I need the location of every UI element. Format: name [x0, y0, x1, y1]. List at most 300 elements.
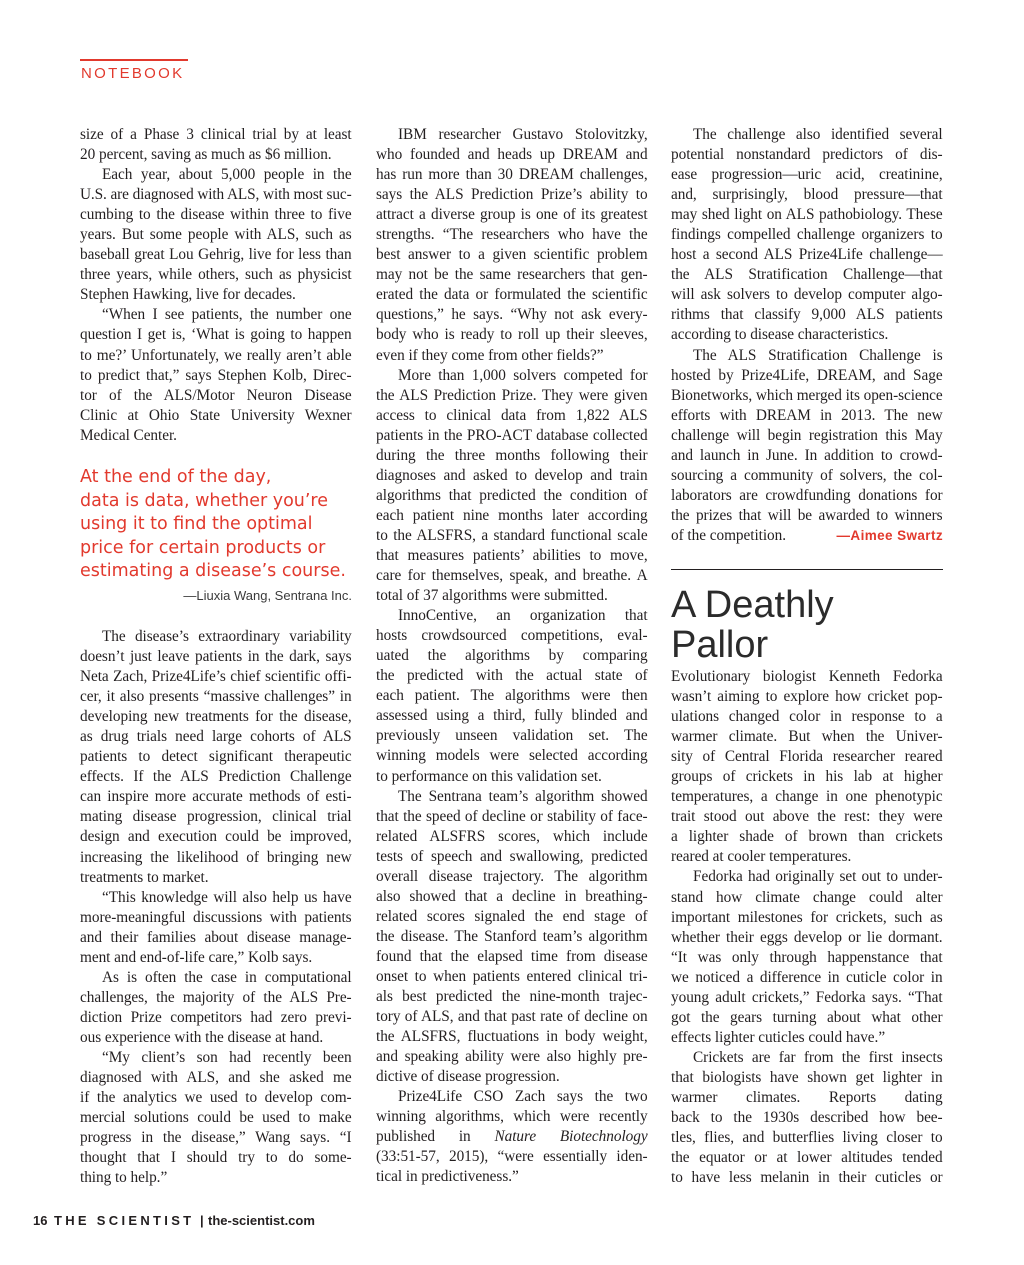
column-1-text-bottom: [80, 627, 352, 1188]
text-line: [376, 586, 648, 606]
line-text: uated the algorithms by comparing: [376, 647, 648, 665]
article-title: [671, 585, 943, 665]
column-3-text-bottom: [671, 667, 943, 1188]
line-text: each patient nine months later according: [376, 506, 648, 524]
line-text: of the competition.: [671, 526, 787, 544]
text-line: [80, 406, 352, 426]
line-text: even if they come from other fields?”: [376, 346, 604, 364]
text-line: [80, 827, 352, 847]
line-text: More than 1,000 solvers competed for: [398, 366, 648, 384]
line-text: can inspire more accurate methods of esti-: [80, 788, 352, 806]
line-text: groups of crickets in his lab at higher: [671, 768, 943, 786]
line-text: mating disease progression, clinical trial: [80, 808, 352, 826]
text-line: [671, 1168, 943, 1188]
line-text: Neta Zach, Prize4Life’s chief scientific offi-: [80, 668, 352, 686]
line-text: related scores signaled the end stage of: [376, 907, 648, 925]
text-line: [376, 245, 648, 265]
text-line: [376, 205, 648, 225]
text-line: [80, 285, 352, 305]
line-text: wasn’t aiming to explore how cricket pop-: [671, 688, 943, 706]
text-line: [376, 225, 648, 245]
line-text: effects lighter cuticles could have.”: [671, 1028, 886, 1046]
line-text: attract a diverse group is one of its greatest: [376, 206, 648, 224]
text-line: [671, 1088, 943, 1108]
line-text: doesn’t just leave patients in the dark, says: [80, 648, 352, 666]
text-line: [671, 1048, 943, 1068]
text-line: [80, 165, 352, 185]
line-text: cer, it also presents “massive challenges” in: [80, 688, 352, 706]
text-line: [671, 366, 943, 386]
text-line: [80, 928, 352, 948]
line-text: [376, 1127, 648, 1147]
line-text: has run more than 30 DREAM challenges,: [376, 166, 648, 184]
line-text: and, surprisingly, blood pressure—that: [671, 186, 943, 204]
line-text: the prizes that will be awarded to winners: [671, 506, 943, 524]
text-line: [376, 366, 648, 386]
text-line: [376, 807, 648, 827]
text-line: [80, 346, 352, 366]
text-line: [376, 546, 648, 566]
line-text: overall disease trajectory. The algorithm: [376, 867, 648, 885]
text-line: [671, 707, 943, 727]
text-line: [671, 245, 943, 265]
article-divider: [671, 569, 943, 570]
text-line: [376, 486, 648, 506]
line-segment: published in: [376, 1128, 495, 1146]
text-line: [376, 867, 648, 887]
website-url: the-scientist.com: [208, 1213, 315, 1228]
line-text: stand how climate change could alter: [671, 888, 943, 906]
article-title-line: Pallor: [671, 624, 769, 666]
text-line: [671, 185, 943, 205]
line-text: got the gears turning about what other: [671, 1008, 943, 1026]
line-text: The Sentrana team’s algorithm showed: [398, 787, 648, 805]
line-text: also showed that a decline in breathing-: [376, 887, 648, 905]
text-line: [671, 747, 943, 767]
line-text: to have less melanin in their cuticles or: [671, 1169, 943, 1187]
paragraph: [80, 968, 352, 1048]
line-text: that measures patients’ abilities to move,: [376, 546, 648, 564]
line-text: potential nonstandard predictors of dis-: [671, 146, 943, 164]
line-text: hosted by Prize4Life, DREAM, and Sage: [671, 366, 943, 384]
paragraph: [376, 366, 648, 607]
text-line: [671, 807, 943, 827]
text-line: [376, 1007, 648, 1027]
line-text: found that the elapsed time from disease: [376, 947, 648, 965]
text-line: [671, 928, 943, 948]
pull-quote-line: [80, 490, 352, 514]
line-text: says the ALS Prediction Prize’s ability to: [376, 186, 648, 204]
line-text: rithms that classify 9,000 ALS patients: [671, 306, 943, 324]
line-text: The ALS Stratification Challenge is: [693, 346, 943, 364]
text-line: [376, 1067, 648, 1087]
text-line: [80, 386, 352, 406]
text-line: [80, 948, 352, 968]
paragraph: [671, 867, 943, 1047]
text-line: [376, 526, 648, 546]
text-line: [671, 1068, 943, 1088]
text-line: [671, 486, 943, 506]
text-line: [80, 968, 352, 988]
text-line: [80, 667, 352, 687]
paragraph: [80, 165, 352, 305]
line-text: may shed light on ALS pathobiology. These: [671, 206, 943, 224]
line-text: mercial solutions could be used to make: [80, 1109, 352, 1127]
line-text: assessed using a third, fully blinded and: [376, 707, 648, 725]
line-text: warmer climate. But when the Univer-: [671, 728, 943, 746]
text-line: [376, 446, 648, 466]
line-text: effects. If the ALS Prediction Challenge: [80, 768, 352, 786]
line-text: hosts crowdsourced competitions, eval-: [376, 627, 648, 645]
line-text: challenges, the majority of the ALS Pre-: [80, 988, 352, 1006]
line-text: Crickets are far from the first insects: [693, 1048, 943, 1066]
line-text: related ALSFRS scores, which include: [376, 827, 648, 845]
line-text: tests of speech and swallowing, predicted: [376, 847, 648, 865]
text-line: [671, 285, 943, 305]
text-line: [80, 185, 352, 205]
text-line: [80, 868, 352, 888]
line-text: The challenge also identified several: [693, 126, 943, 143]
text-line: [671, 888, 943, 908]
line-text: diagnoses and asked to develop and train: [376, 466, 648, 484]
line-text: winning algorithms, which were recently: [376, 1108, 648, 1126]
line-text: to me?’ Unfortunately, we really aren’t able: [80, 346, 352, 364]
text-line: [376, 506, 648, 526]
text-line: [376, 305, 648, 325]
text-line: [671, 305, 943, 325]
line-text: as drug trials need large cohorts of ALS: [80, 728, 352, 746]
line-text: tor of the ALS/Motor Neuron Disease: [80, 386, 352, 404]
text-line: [376, 1047, 648, 1067]
pull-quote-line: [80, 513, 352, 537]
text-line: [80, 225, 352, 245]
line-text: data is data, whether you’re: [80, 490, 329, 511]
text-line: [376, 325, 648, 345]
text-line: [80, 747, 352, 767]
line-text: ment and end-of-life care,” Kolb says.: [80, 948, 313, 966]
text-line: [376, 987, 648, 1007]
text-line: [671, 1108, 943, 1128]
pull-quote: [80, 466, 352, 608]
text-line: [80, 627, 352, 647]
line-text: patients in the PRO-ACT database collected: [376, 426, 648, 444]
line-text: previously unseen validation set. The: [376, 727, 648, 745]
column-3-text-top: [671, 125, 943, 546]
text-line: [376, 947, 648, 967]
paragraph: [671, 346, 943, 546]
text-line: [376, 646, 648, 666]
text-line: [80, 1068, 352, 1088]
author-byline: —Aimee Swartz: [836, 527, 943, 543]
text-line: [671, 847, 943, 867]
line-text: ease progression—uric acid, creatinine,: [671, 166, 943, 184]
text-line: [671, 767, 943, 787]
line-text: dictive of disease progression.: [376, 1068, 560, 1086]
line-text: questions,” he says. “Why not ask every-: [376, 306, 648, 324]
text-line: [80, 707, 352, 727]
column-2-text: [376, 125, 648, 1187]
paragraph: [376, 787, 648, 1088]
line-text: to the ALSFRS, a standard functional scale: [376, 526, 648, 544]
line-text: warmer climates. Reports dating: [671, 1088, 943, 1106]
line-text: host a second ALS Prize4Life challenge—: [671, 246, 943, 264]
line-text: access to clinical data from 1,822 ALS: [376, 406, 648, 424]
line-text: to performance on this validation set.: [376, 767, 602, 785]
text-line: [376, 706, 648, 726]
line-text: three years, while others, such as physicist: [80, 266, 352, 284]
text-line: [376, 1027, 648, 1047]
text-line: [376, 285, 648, 305]
text-line: [376, 746, 648, 766]
line-text: baseball great Lou Gehrig, live for less than: [80, 246, 352, 264]
section-label: NOTEBOOK: [81, 65, 185, 82]
text-line: [376, 1127, 648, 1147]
line-text: price for certain products or: [80, 537, 326, 558]
text-line: [376, 726, 648, 746]
line-text: and speaking ability were also highly pre-: [376, 1048, 648, 1066]
line-text: question I get is, ‘What is going to happen: [80, 326, 352, 344]
text-line: [671, 426, 943, 446]
line-text: “This knowledge will also help us have: [102, 888, 352, 906]
line-text: important milestones for crickets, such as: [671, 908, 943, 926]
line-text: “When I see patients, the number one: [102, 306, 352, 324]
line-text: “My client’s son had recently been: [102, 1048, 352, 1066]
line-text: tory of ALS, and that past rate of decline on: [376, 1008, 648, 1026]
publication-name: THE SCIENTIST: [54, 1213, 195, 1228]
line-text: sity of Central Florida researcher reared: [671, 748, 943, 766]
text-line: [80, 145, 352, 165]
line-text: to predict that,” says Stephen Kolb, Direc-: [80, 366, 352, 384]
text-line: [376, 125, 648, 145]
text-line: [671, 466, 943, 486]
text-line: [671, 787, 943, 807]
pull-quote-attribution: —Liuxia Wang, Sentrana Inc.: [183, 588, 352, 603]
text-line: [80, 687, 352, 707]
line-text: Evolutionary biologist Kenneth Fedorka: [671, 668, 943, 685]
line-text: als best predicted the nine-month trajec-: [376, 988, 648, 1006]
paragraph: [671, 667, 943, 867]
line-text: diction Prize competitors had zero previ-: [80, 1008, 352, 1026]
text-line: [376, 406, 648, 426]
text-line: [671, 346, 943, 366]
text-line: [376, 466, 648, 486]
text-line: [376, 346, 648, 366]
text-line: [376, 626, 648, 646]
text-line: [80, 1028, 352, 1048]
paragraph: [376, 1087, 648, 1187]
line-text: who founded and heads up DREAM and: [376, 146, 648, 164]
text-line: [671, 205, 943, 225]
line-text: the equator or at lower altitudes tended: [671, 1149, 943, 1167]
text-line: [376, 787, 648, 807]
text-line: [671, 225, 943, 245]
line-text: “It was only through happenstance that: [671, 948, 943, 966]
line-text: size of a Phase 3 clinical trial by at least: [80, 126, 352, 143]
text-line: [671, 145, 943, 165]
text-line: [671, 827, 943, 847]
line-text: back to the 1930s described how bee-: [671, 1109, 943, 1127]
line-text: each patient. The algorithms were then: [376, 687, 648, 705]
line-text: efforts with DREAM in 2013. The new: [671, 406, 943, 424]
text-line: [376, 1087, 648, 1107]
text-line: [671, 667, 943, 687]
line-text: if the analytics we used to develop com-: [80, 1089, 352, 1107]
line-text: increasing the likelihood of bringing new: [80, 848, 352, 866]
line-text: and launch in June. In addition to crowd-: [671, 446, 943, 464]
line-text: algorithms that predicted the condition of: [376, 486, 648, 504]
text-line: [80, 366, 352, 386]
paragraph: [80, 627, 352, 888]
text-line: [376, 767, 648, 787]
line-text: the predicted with the actual state of: [376, 667, 648, 685]
line-text: Clinic at Ohio State University Wexner: [80, 406, 352, 424]
line-text: total of 37 algorithms were submitted.: [376, 587, 608, 605]
text-line: [671, 1148, 943, 1168]
text-line: [376, 1107, 648, 1127]
text-line: [376, 847, 648, 867]
line-text: design and execution could be improved,: [80, 828, 352, 846]
line-text: thought that I should try to do some-: [80, 1149, 352, 1167]
line-text: during the three months following their: [376, 446, 648, 464]
italic-journal-title: Nature Biotechnology: [494, 1128, 648, 1146]
text-line: [80, 325, 352, 345]
paragraph: [671, 125, 943, 346]
line-text: trait stood out above the rest: they were: [671, 808, 943, 826]
pull-quote-line: [80, 560, 352, 584]
text-line: [671, 988, 943, 1008]
line-text: Stephen Hawking, live for decades.: [80, 286, 296, 304]
line-text: The disease’s extraordinary variability: [102, 628, 352, 645]
text-line: [80, 787, 352, 807]
text-line: [671, 1028, 943, 1048]
line-text: temperatures, a change in one phenotypic: [671, 788, 943, 806]
line-text: progress in the disease,” Wang says. “I: [80, 1129, 352, 1147]
line-text: the disease. The Stanford team’s algorithm: [376, 927, 648, 945]
line-text: patients to detect significant therapeutic: [80, 748, 352, 766]
text-line: [376, 386, 648, 406]
text-line: [80, 908, 352, 928]
line-text: At the end of the day,: [80, 467, 272, 487]
line-text: whether their eggs develop or lie dormant.: [671, 928, 943, 946]
text-line: [80, 727, 352, 747]
pull-quote-line: [80, 466, 352, 490]
text-line: [376, 165, 648, 185]
line-text: Bionetworks, which merged its open-science: [671, 386, 943, 404]
text-line: [671, 948, 943, 968]
line-text: Each year, about 5,000 people in the: [102, 166, 352, 184]
line-text: more-meaningful discussions with patients: [80, 908, 352, 926]
line-text: cumbing to the disease within three to five: [80, 206, 352, 224]
line-text: diagnosed with ALS, and she asked me: [80, 1069, 352, 1087]
text-line: [80, 205, 352, 225]
line-text: estimating a disease’s course.: [80, 561, 346, 581]
text-line: [376, 827, 648, 847]
text-line: [80, 767, 352, 787]
line-text: the ALSFRS, fluctuations in body weight,: [376, 1028, 648, 1046]
pull-quote-line: [80, 537, 352, 561]
line-text: body who is ready to roll up their sleeves,: [376, 326, 648, 344]
pull-quote-text: [80, 466, 352, 584]
text-line: [80, 888, 352, 908]
text-line: [376, 686, 648, 706]
article-title-line: A Deathly: [671, 584, 834, 626]
line-text: may not be the same researchers that gen-: [376, 266, 648, 284]
text-line: [376, 566, 648, 586]
line-text: the ALS Prediction Prize. They were given: [376, 386, 648, 404]
text-line: [376, 1167, 648, 1187]
text-line: [376, 265, 648, 285]
text-line: [376, 145, 648, 165]
text-line: [80, 1048, 352, 1068]
line-text: IBM researcher Gustavo Stolovitzky,: [398, 126, 648, 143]
text-line: [671, 125, 943, 145]
line-text: strengths. “The researchers who have the: [376, 226, 648, 244]
text-line: [376, 1147, 648, 1167]
text-line: [376, 666, 648, 686]
line-text: treatments to market.: [80, 868, 209, 886]
line-text: we noticed a difference in cuticle color in: [671, 968, 943, 986]
line-text: (33:51-57, 2015), “were essentially iden-: [376, 1148, 648, 1166]
column-1-text-top: [80, 125, 352, 446]
line-text: findings compelled challenge organizers to: [671, 226, 943, 244]
line-text: the ALS Stratification Challenge—that: [671, 266, 943, 284]
text-line: [671, 506, 943, 526]
line-text: onset to when patients entered clinical tri-: [376, 967, 648, 985]
line-text: using it to find the optimal: [80, 514, 313, 534]
text-line: [376, 967, 648, 987]
line-text: that the speed of decline or stability of face-: [376, 807, 648, 825]
line-text: ulations changed color in response to a: [671, 708, 943, 726]
text-line: [80, 1168, 352, 1188]
text-line: [671, 968, 943, 988]
text-line: [671, 687, 943, 707]
line-text: sourcing a community of solvers, the col-: [671, 466, 943, 484]
text-line: [671, 446, 943, 466]
text-line: [376, 426, 648, 446]
text-line: [671, 265, 943, 285]
line-text: best answer to a given scientific problem: [376, 246, 648, 264]
paragraph: [671, 1048, 943, 1188]
line-text: developing new treatments for the disease,: [80, 708, 352, 726]
text-line: [671, 867, 943, 887]
line-text: and their families about disease manage-: [80, 928, 352, 946]
text-line: [671, 386, 943, 406]
line-text: 20 percent, saving as much as $6 million.: [80, 146, 332, 164]
line-text: InnoCentive, an organization that: [398, 607, 648, 625]
line-text: ous experience with the disease at hand.: [80, 1028, 324, 1046]
line-text: laborators are crowdfunding donations for: [671, 486, 943, 504]
text-line: [80, 125, 352, 145]
line-text: tical in predictiveness.”: [376, 1168, 519, 1186]
text-line: [376, 185, 648, 205]
text-line: [80, 1108, 352, 1128]
text-line: [80, 1008, 352, 1028]
text-line: [80, 305, 352, 325]
line-text: thing to help.”: [80, 1169, 168, 1187]
line-text: years. But some people with ALS, such as: [80, 226, 352, 244]
line-text: winning models were selected according: [376, 747, 648, 765]
text-line: [671, 727, 943, 747]
text-line: [80, 426, 352, 446]
text-line: [671, 908, 943, 928]
text-line: [671, 406, 943, 426]
paragraph: [376, 606, 648, 786]
text-line: [671, 526, 943, 546]
text-line: [671, 165, 943, 185]
text-line: [376, 887, 648, 907]
line-text: Medical Center.: [80, 426, 177, 444]
text-line: [376, 606, 648, 626]
